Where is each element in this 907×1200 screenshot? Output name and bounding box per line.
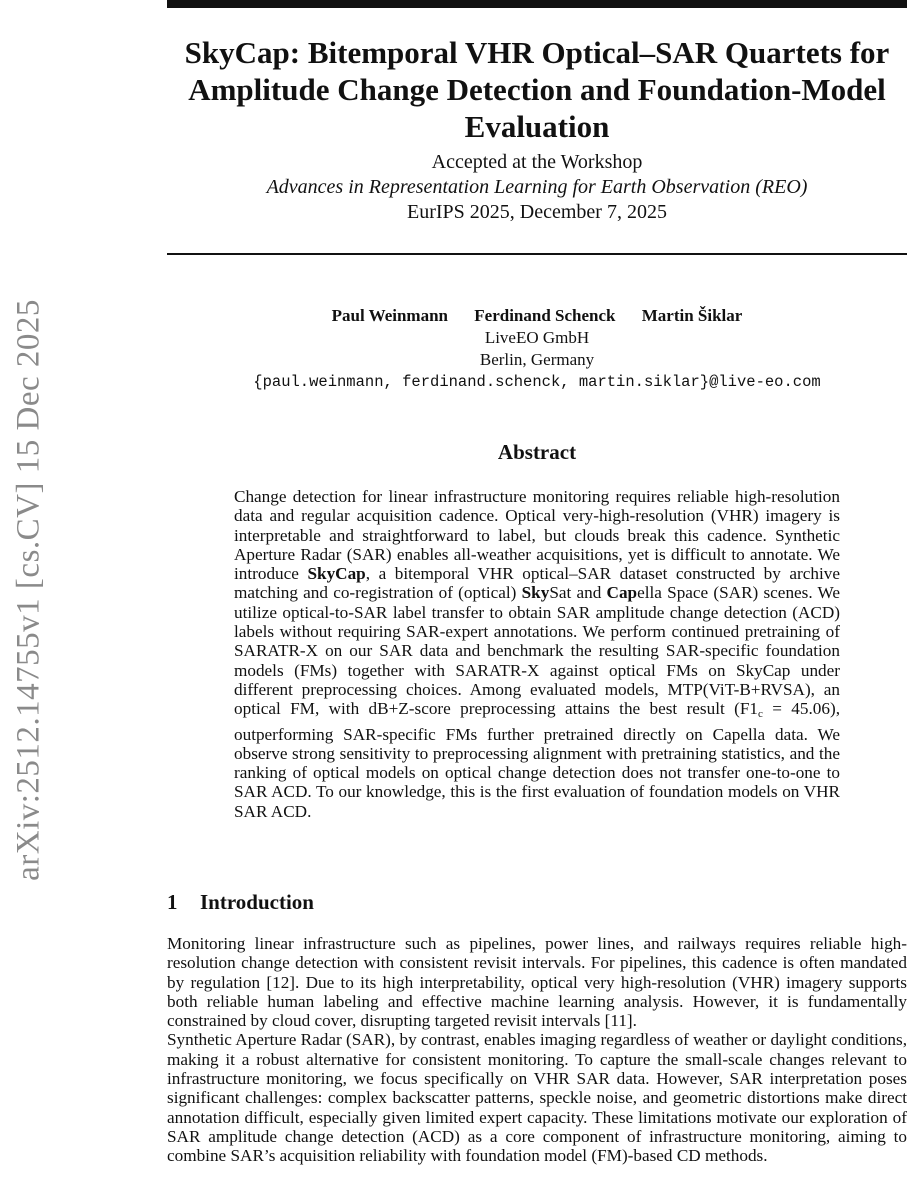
paragraph: Monitoring linear infrastructure such as pipelines, power lines, and railways requires reliable high-resolution change detection with consistent revisit intervals. For pipelines, this cadence is often mandated by regulation [12]. Due to its high interpretability, optical very high-resolution (VHR) imagery supports both reliable human labeling and effective machine learning analysis. However, it is fundamentally constrained by cloud cover, disrupting targeted revisit intervals [11]. [167,934,907,1031]
location: Berlin, Germany [479,350,595,369]
author-names [167,305,907,327]
paragraph: Synthetic Aperture Radar (SAR), by contrast, enables imaging regardless of weather or daylight conditions, making it a robust alternative for consistent monitoring. To capture the small-scale changes relevant to infrastructure monitoring, we focus specifically on VHR SAR data. However, SAR interpretation poses significant challenges: complex backscatter patterns, speckle noise, and geometric distortions make direct annotation difficult, especially given limited expert capacity. These limitations motivate our exploration of SAR amplitude change detection (ACD) as a core component of infrastructure monitoring, aiming to combine SAR’s acquisition reliability with foundation model (FM)-based CD methods. [167,1030,907,1166]
author-name: Martin Šiklar [641,306,743,325]
header-rule [167,253,907,255]
section-heading [167,890,314,915]
paper-title: SkyCap: Bitemporal VHR Optical–SAR Quartets for Amplitude Change Detection and Foundation-Model Evaluation [184,35,890,144]
abstract-bold: Cap [606,583,638,603]
venue-line-2: Advances in Representation Learning for Earth Observation (REO) [266,176,808,198]
abstract-text: = 45.06), outperforming SAR-specific FMs further pretrained directly on Capella data. We observe strong sensitivity to preprocessing alignment with pretraining statistics, and the ranking of optical models on optical change detection does not transfer one-to-one to SAR ACD. To our knowledge, this is the first evaluation of foundation models on VHR SAR ACD. [234,699,840,821]
section-number: 1 [167,890,178,914]
introduction-body [167,934,907,1166]
abstract-text: , a bitemporal VHR optical–SAR dataset constructed by archive matching and co-registration of (optical) [234,564,840,603]
author-emails: {paul.weinmann, ferdinand.schenck, martin.siklar}@live-eo.com [253,373,821,391]
affiliation: LiveEO GmbH [484,328,590,347]
venue-line-1: Accepted at the Workshop [431,151,643,173]
abstract-text: ella Space (SAR) scenes. We utilize optical-to-SAR label transfer to obtain SAR amplitude change detection (ACD) labels without requiring SAR-expert annotations. We perform continued pretraining of SARATR-X on our SAR data and benchmark the resulting SAR-specific foundation models (FMs) together with SARATR-X against optical FMs on SkyCap under different preprocessing choices. Among evaluated models, MTP(ViT-B+RVSA), an optical FM, with dB+Z-score preprocessing attains the best result (F1 [234,583,841,719]
abstract-bold: SkyCap [307,564,366,584]
abstract-text: Sat and [549,583,607,603]
abstract-subscript: c [758,708,763,721]
venue-line-3: EurIPS 2025, December 7, 2025 [407,201,667,223]
top-rule [167,0,907,8]
author-name: Ferdinand Schenck [474,306,616,325]
arxiv-stamp [0,0,58,1200]
venue-block [167,150,907,225]
author-name: Paul Weinmann [331,306,449,325]
author-block [167,305,907,393]
abstract-heading: Abstract [497,440,577,464]
abstract-body [234,487,840,821]
section-title: Introduction [200,890,314,914]
abstract-text: Change detection for linear infrastructure monitoring requires reliable high-resolution data and regular acquisition cadence. Optical very-high-resolution (VHR) imagery is interpretable and straightforward to label, but clouds break this cadence. Synthetic Aperture Radar (SAR) enables all-weather acquisitions, yet is difficult to annotate. We introduce [234,487,840,584]
abstract-bold: Sky [521,583,550,603]
arxiv-stamp-text: arXiv:2512.14755v1 [cs.CV] 15 Dec 2025 [10,299,47,881]
